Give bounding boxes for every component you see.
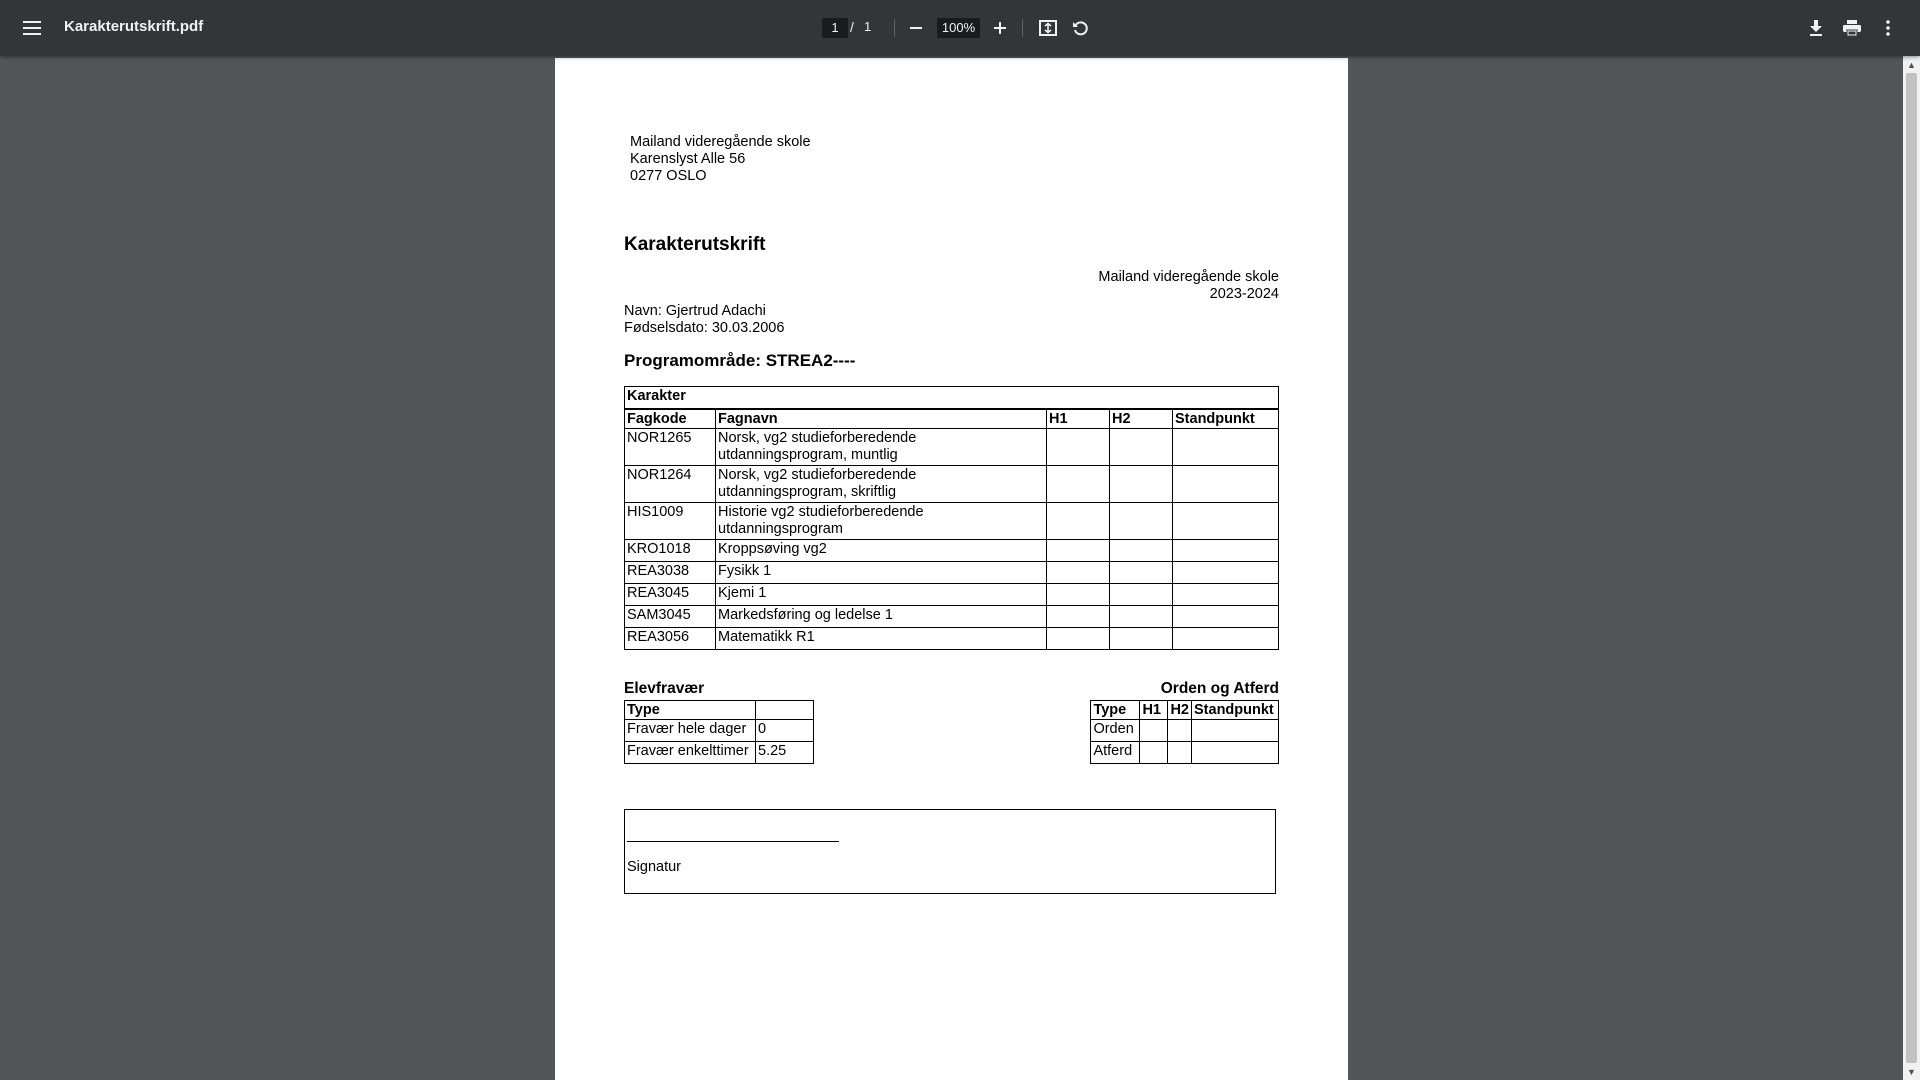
table-row: [625, 720, 814, 742]
zoom-out-button[interactable]: [900, 12, 932, 44]
pdf-toolbar: [0, 0, 1920, 56]
column-header: Standpunkt: [1173, 409, 1279, 429]
vertical-scrollbar[interactable]: [1903, 56, 1920, 1080]
grade-h2: [1110, 429, 1173, 466]
grade-h2: [1110, 503, 1173, 540]
student-name: Navn: Gjertrud Adachi: [624, 303, 766, 319]
table-row: [625, 584, 1279, 606]
column-header: Fagnavn: [716, 409, 1047, 429]
document-title: Karakterutskrift: [624, 234, 766, 255]
school-address: [630, 134, 811, 185]
scroll-thumb[interactable]: [1906, 73, 1917, 1063]
zoom-out-icon: [909, 21, 923, 35]
conduct-h2: [1168, 720, 1192, 742]
subject-name: Fysikk 1: [716, 562, 1047, 584]
grade-h2: [1110, 606, 1173, 628]
absence-table: [624, 700, 814, 764]
grades-table: [624, 386, 1279, 650]
subject-code: NOR1264: [625, 466, 716, 503]
subject-name: Historie vg2 studieforberedende utdanningsprogram: [716, 503, 1047, 540]
table-row: [625, 628, 1279, 650]
signature-line: [627, 841, 839, 842]
school-year-block: [1098, 269, 1279, 303]
more-icon: [1886, 20, 1890, 36]
table-row: [625, 606, 1279, 628]
subject-name: Kroppsøving vg2: [716, 540, 1047, 562]
table-row: [625, 466, 1279, 503]
menu-icon: [23, 21, 41, 35]
page-number-input[interactable]: 1: [822, 18, 848, 38]
rotate-icon: [1071, 19, 1089, 37]
subject-code: HIS1009: [625, 503, 716, 540]
zoom-in-button[interactable]: [984, 12, 1016, 44]
student-info: [624, 303, 784, 337]
address-line: 0277 OSLO: [630, 168, 707, 184]
student-birthdate: Fødselsdato: 30.03.2006: [624, 320, 785, 336]
download-icon: [1809, 20, 1823, 36]
grade-standpunkt: [1173, 562, 1279, 584]
grade-standpunkt: [1173, 503, 1279, 540]
table-row: [625, 742, 814, 764]
toolbar-divider: [894, 19, 895, 37]
grade-h1: [1047, 540, 1110, 562]
toolbar-divider: [1022, 19, 1023, 37]
address-line: Mailand videregående skole: [630, 134, 811, 150]
grade-h1: [1047, 503, 1110, 540]
table-row: [625, 503, 1279, 540]
grade-h2: [1110, 562, 1173, 584]
absence-title: Elevfravær: [624, 680, 705, 697]
subject-name: Matematikk R1: [716, 628, 1047, 650]
zoom-in-icon: [993, 21, 1007, 35]
grades-caption-row: [625, 387, 1279, 410]
conduct-table: [1090, 700, 1279, 764]
signature-box: [624, 809, 1276, 894]
conduct-standpunkt: [1192, 742, 1279, 764]
grade-h1: [1047, 466, 1110, 503]
column-header: H2: [1168, 701, 1192, 720]
subject-code: KRO1018: [625, 540, 716, 562]
grade-h2: [1110, 466, 1173, 503]
grades-header-row: [625, 409, 1279, 429]
address-line: Karenslyst Alle 56: [630, 151, 746, 167]
grade-h1: [1047, 584, 1110, 606]
grades-caption: Karakter: [625, 387, 1279, 410]
signature-label: Signatur: [627, 859, 682, 875]
table-row: [1091, 720, 1279, 742]
subject-code: SAM3045: [625, 606, 716, 628]
subject-code: REA3056: [625, 628, 716, 650]
pdf-page: [555, 58, 1348, 1080]
column-header: Type: [1091, 701, 1140, 720]
conduct-h1: [1140, 720, 1168, 742]
conduct-type: Atferd: [1091, 742, 1140, 764]
column-header: Standpunkt: [1192, 701, 1279, 720]
file-title: Karakterutskrift.pdf: [64, 18, 204, 35]
subject-code: REA3045: [625, 584, 716, 606]
grade-h1: [1047, 429, 1110, 466]
more-options-button[interactable]: [1872, 12, 1904, 44]
rotate-button[interactable]: [1064, 12, 1096, 44]
column-header: [756, 701, 814, 720]
table-row: [625, 429, 1279, 466]
conduct-header-row: [1091, 701, 1279, 720]
grade-h2: [1110, 628, 1173, 650]
grade-h1: [1047, 606, 1110, 628]
school-year: 2023-2024: [1209, 286, 1279, 302]
program-area: Programområde: STREA2----: [624, 351, 856, 370]
column-header: Type: [625, 701, 756, 720]
column-header: H1: [1140, 701, 1168, 720]
subject-name: Kjemi 1: [716, 584, 1047, 606]
conduct-standpunkt: [1192, 720, 1279, 742]
grade-standpunkt: [1173, 429, 1279, 466]
absence-type: Fravær hele dager: [625, 720, 756, 742]
subject-code: REA3038: [625, 562, 716, 584]
conduct-h2: [1168, 742, 1192, 764]
grade-h2: [1110, 540, 1173, 562]
conduct-title: Orden og Atferd: [1160, 680, 1279, 697]
fit-page-button[interactable]: [1032, 12, 1064, 44]
download-button[interactable]: [1800, 12, 1832, 44]
grade-standpunkt: [1173, 584, 1279, 606]
absence-type: Fravær enkelttimer: [625, 742, 756, 764]
page-total: 1: [864, 19, 872, 34]
grade-standpunkt: [1173, 628, 1279, 650]
grade-h1: [1047, 628, 1110, 650]
print-icon: [1843, 20, 1861, 36]
grade-h2: [1110, 584, 1173, 606]
subject-name: Norsk, vg2 studieforberedende utdanningsprogram, skriftlig: [716, 466, 1047, 503]
column-header: Fagkode: [625, 409, 716, 429]
menu-button[interactable]: [16, 12, 48, 44]
scroll-up-arrow-icon[interactable]: ▲: [1907, 59, 1916, 70]
table-row: [625, 540, 1279, 562]
absence-header-row: [625, 701, 814, 720]
print-button[interactable]: [1836, 12, 1868, 44]
table-row: [1091, 742, 1279, 764]
fit-page-icon: [1039, 20, 1057, 36]
page-separator: /: [850, 19, 854, 35]
grade-standpunkt: [1173, 540, 1279, 562]
column-header: H2: [1110, 409, 1173, 429]
grade-standpunkt: [1173, 606, 1279, 628]
subject-name: Markedsføring og ledelse 1: [716, 606, 1047, 628]
zoom-input[interactable]: 100%: [937, 18, 980, 38]
absence-value: 5.25: [756, 742, 814, 764]
subject-code: NOR1265: [625, 429, 716, 466]
scroll-down-arrow-icon[interactable]: ▼: [1907, 1066, 1916, 1077]
conduct-type: Orden: [1091, 720, 1140, 742]
grade-standpunkt: [1173, 466, 1279, 503]
table-row: [625, 562, 1279, 584]
conduct-h1: [1140, 742, 1168, 764]
column-header: H1: [1047, 409, 1110, 429]
school-name: Mailand videregående skole: [1098, 269, 1279, 285]
grade-h1: [1047, 562, 1110, 584]
absence-value: 0: [756, 720, 814, 742]
subject-name: Norsk, vg2 studieforberedende utdanningsprogram, muntlig: [716, 429, 1047, 466]
